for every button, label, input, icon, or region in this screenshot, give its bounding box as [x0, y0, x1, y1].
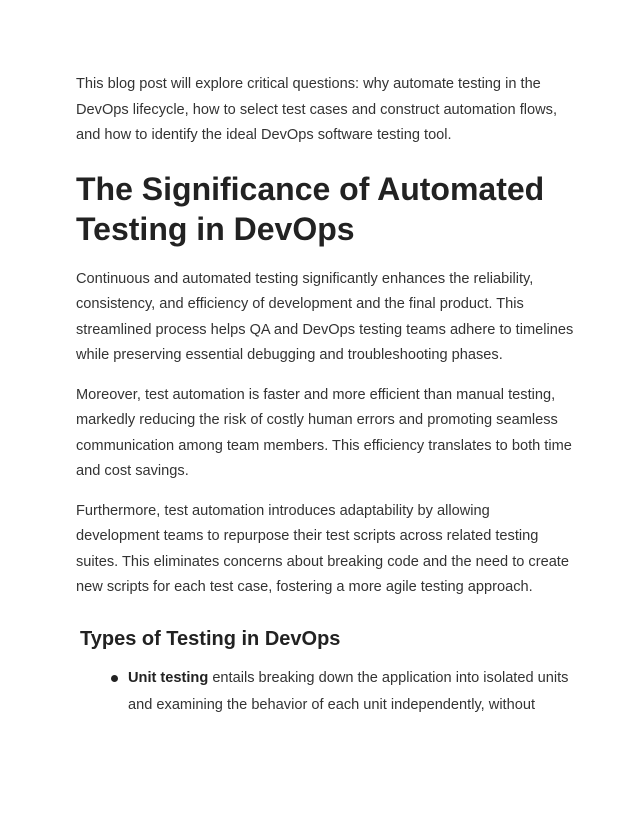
paragraph-continuous-testing: Continuous and automated testing significantly enhances the reliability, consistency, and efficiency of development and the final product. This streamlined process helps QA and DevOps testing teams adhere to timelines while preserving essential debugging and troubleshooting phases.: [76, 270, 574, 363]
section-heading-significance: The Significance of Automated Testing in DevOps: [76, 170, 545, 247]
list-item-unit-testing: [76, 665, 576, 719]
bullet-description: entails breaking down the application into isolated units and examining the behavior of each unit independently, without: [128, 669, 569, 713]
paragraph-adaptability: Furthermore, test automation introduces adaptability by allowing development teams to repurpose their test scripts across related testing suites. This eliminates concerns about breaking code and the need to create new scripts for each test case, fostering a more agile testing approach.: [76, 502, 569, 595]
bullet-term: Unit testing: [128, 669, 209, 686]
document-content: [76, 72, 576, 719]
bullet-icon: [111, 675, 118, 682]
paragraph-test-automation-speed: Moreover, test automation is faster and more efficient than manual testing, markedly reducing the risk of costly human errors and promoting seamless communication among team members. This efficiency translates to both time and cost savings.: [76, 386, 572, 479]
intro-paragraph: This blog post will explore critical questions: why automate testing in the DevOps lifecycle, how to select test cases and construct automation flows, and how to identify the ideal DevOps software testing tool.: [76, 76, 558, 143]
section-heading-types-of-testing: Types of Testing in DevOps: [80, 627, 341, 650]
testing-types-list: [76, 665, 576, 719]
